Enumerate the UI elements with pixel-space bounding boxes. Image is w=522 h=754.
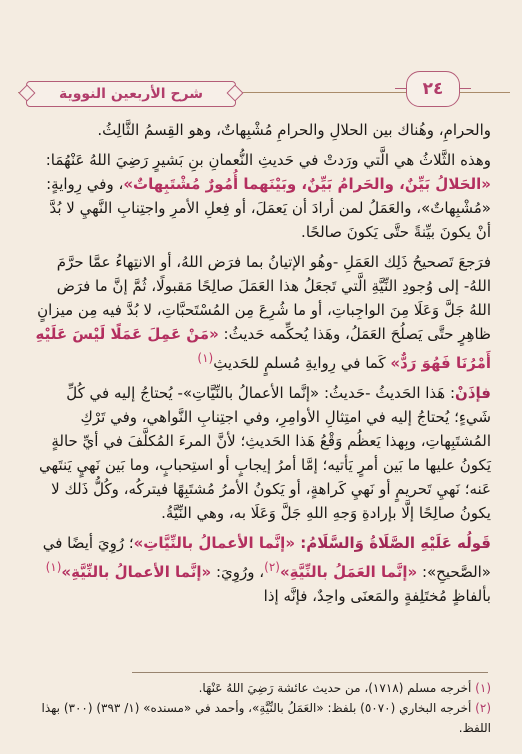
lead-word: فإذَنْ bbox=[455, 384, 491, 402]
footnotes bbox=[33, 678, 491, 738]
paragraph-4: فإذَنْ: هَذا الحَديثُ -حَديثُ: «إنَّما الأعمالُ بالنِّيَّاتِ»- يُحتاجُ إليه في كُلِّ شَيءٍ؛ يُحتاجُ إليه في امتِثالِ الأوامِرِ، وفي اجتِنابِ النَّواهي، وفي تَرْكِ المُشتَبِهاتِ، وبِهذا يَعظُم وَقْعُ هَذا الحَديثِ؛ لأنَّ المرءَ المُكلَّفَ في أيِّ حالةٍ يَكونُ عليها ما بَين أمرٍ يَأتيه؛ إمَّا أمرُ إيجابٍ أو استِحبابٍ، وما بَين نَهيٍ يَنتَهي عَنه؛ نَهيِ تَحريمٍ أو نَهيِ كَراهةٍ، أو يَكونُ الأمرُ مُشتَبِهًا فيتركُه، وكُلُّ ذَلك لا يكونُ صالِحًا إلَّا بإرادةِ وَجهِ اللهِ جَلَّ وَعَلَا به، وهي النِّيَّةُ. bbox=[39, 384, 491, 522]
paragraph-2: وهذه الثَّلاثُ هي الَّتي ورَدتْ في حَديثِ النُّعمانِ بنِ بَشيرٍ رَضِيَ اللهُ عَنْهُمَا: «الحَلالُ بَيِّنٌ، والحَرامُ بَيِّنٌ، وبَيْنَهما أُمُورٌ مُشْتَبِهاتٌ»، وفي رِوايةٍ: «مُشْبِهاتٌ»، والعَمَلُ لمن أرادَ أن يَعمَلَ، أو فِعلِ الأمرِ واجتِنابِ النَّهيِ لا بُدَّ أنْ يكونَ بيِّنةً حتَّى يَكونَ صالحًا. bbox=[45, 151, 491, 241]
footnote-ref[interactable]: (١) bbox=[45, 560, 62, 574]
footnote: (١) أخرجه مسلم (١٧١٨)، من حديث عائشة رَضِيَ اللهُ عَنْهَا. bbox=[198, 681, 491, 695]
paragraph-3: فرَجعَ تَصحيحُ ذَلِك العَمَلِ -وهُو الإتيانُ بما فرَض اللهُ، أو الانتِهاءُ عمَّا حرَّمَ اللهُ- إلى وُجودِ النِّيَّةِ الَّتي تَجعَلُ هذا العَمَلَ صالِحًا مَقبولًا، ثُمَّ إنَّ ما فرَض اللهُ جَلَّ وَعَلَا مِنَ الواجِباتِ، أو ما شُرِعَ مِن المُسْتَحبَّاتِ، لا بُدَّ فيه مِن ميزانٍ ظاهِرٍ حتَّى يَصلُحَ العَمَلُ، وهَذا يُحكِّمه حَديثُ: «مَنْ عَمِلَ عَمَلًا لَيْسَ عَلَيْهِ أَمْرُنَا فَهُوَ رَدٌّ» كَما في رِوايةِ مُسلمٍ للحَديثِ$^{(١)}$ bbox=[35, 253, 491, 372]
paragraph-5: قَولُه عَلَيْهِ الصَّلَاةُ وَالسَّلَامُ: «إنَّما الأعمالُ بالنِّيَّاتِ»؛ رُوِيَ أيضًا في «الصَّحيحِ»: «إنَّما العَمَلُ بالنِّيَّةِ»$^{(٢)}$، ورُوِيَ: «إنَّما الأعمالُ بالنِّيَّةِ»$^{(١)}$ بألفاظٍ مُختَلِفةٍ والمَعنَى واحِدٌ، فإنَّه إذا bbox=[42, 534, 491, 605]
book-title: شرح الأربعين النووية bbox=[26, 81, 236, 107]
paragraph-1: والحرامِ، وهُناك بين الحلالِ والحرامِ مُشْبِهاتٌ، وهو القِسمُ الثَّالِثُ. bbox=[97, 121, 491, 139]
page-header bbox=[18, 64, 510, 114]
page-number: ٢٤ bbox=[406, 71, 460, 107]
lead-phrase: قَولُه عَلَيْهِ الصَّلَاةُ وَالسَّلَامُ: bbox=[295, 534, 491, 552]
footnote: (٢) أخرجه البخاري (٥٠٧٠) بلفظ: «العَمَلُ بالنِّيَّةِ»، وأحمد في «مسنده» (١/ ٣٩٣) (٣٠٠) بهذا اللفظ. bbox=[41, 701, 491, 735]
hadith-quote: «إنَّما العَمَلُ بالنِّيَّةِ» bbox=[279, 563, 418, 581]
hadith-quote: «إنَّما الأعمالُ بالنِّيَّةِ» bbox=[61, 563, 212, 581]
footnote-ref[interactable]: (١) bbox=[197, 351, 214, 365]
footnote-ref[interactable]: (٢) bbox=[264, 560, 280, 574]
hadith-quote: «مَنْ عَمِلَ عَمَلًا لَيْسَ عَلَيْهِ أَمْرُنَا فَهُوَ رَدٌّ» bbox=[35, 325, 491, 372]
hadith-quote: «إنَّما الأعمالُ بالنِّيَّاتِ» bbox=[133, 534, 296, 552]
footnote-separator bbox=[132, 672, 488, 673]
main-text bbox=[33, 118, 491, 608]
hadith-quote: «الحَلالُ بَيِّنٌ، والحَرامُ بَيِّنٌ، وبَيْنَهما أُمُورٌ مُشْتَبِهاتٌ» bbox=[123, 175, 491, 193]
